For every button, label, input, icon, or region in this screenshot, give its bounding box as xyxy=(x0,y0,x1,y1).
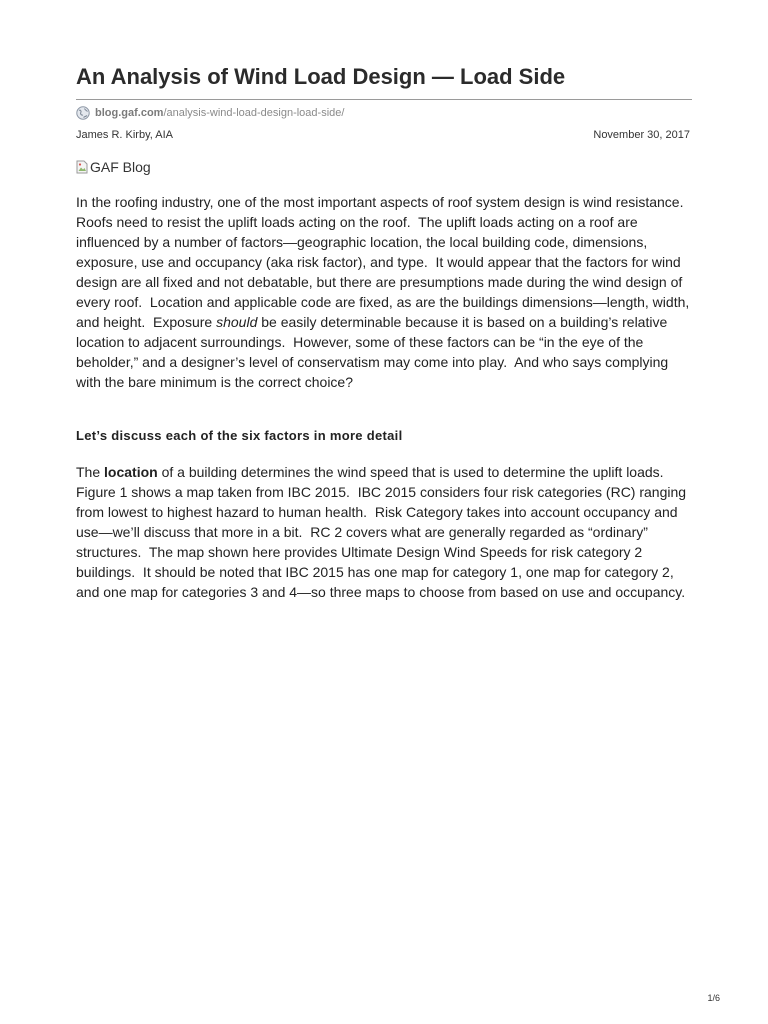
author-name: James R. Kirby, AIA xyxy=(76,129,173,141)
paragraph-text: be easily determinable because it is based on a building’s relative location to adjacent surroundings. However, some of these factors can be “in the eye of the beholder,” and a designer’s level of conservatism may come into play. And who says complying with the bare minimum is the correct choice? xyxy=(76,314,669,390)
source-domain[interactable]: blog.gaf.com xyxy=(95,107,164,119)
intro-paragraph xyxy=(76,192,696,392)
article-title: An Analysis of Wind Load Design — Load Side xyxy=(76,64,566,89)
page-number: 1/6 xyxy=(707,993,720,1003)
article-meta xyxy=(76,129,692,143)
paragraph-text: of a building determines the wind speed that is used to determine the uplift loads. Figure 1 shows a map taken from IBC 2015. IBC 2015 considers four risk categories (RC) ranging from lowest to highest hazard to human health. Risk Category takes into account occupancy and use—we’ll discuss that more in a bit. RC 2 covers what are generally regarded as “ordinary” structures. The map shown here provides Ultimate Design Wind Speeds for risk category 2 buildings. It should be noted that IBC 2015 has one map for category 1, one map for category 2, and one map for categories 3 and 4—so three maps to choose from based on use and occupancy. xyxy=(76,464,687,600)
paragraph-text: The xyxy=(76,464,105,480)
title-divider xyxy=(76,99,692,100)
broken-image-icon xyxy=(76,160,88,174)
paragraph-text: In the roofing industry, one of the most important aspects of roof system design is wind resistance. Roofs need to resist the uplift loads acting on the roof. The uplift loads acting on a roof are influenced by a number of factors—geographic location, the local building code, dimensions, exposure, use and occupancy (aka risk factor), and type. It would appear that the factors for wind design are all fixed and not debatable, but there are presumptions made during the wind design of every roof. Location and applicable code are fixed, as are the buildings dimensions—length, width, and height. Exposure xyxy=(76,194,690,330)
header-image-placeholder xyxy=(76,158,151,176)
image-alt-text: GAF Blog xyxy=(90,159,151,175)
section-heading: Let’s discuss each of the six factors in more detail xyxy=(76,428,403,443)
source-link[interactable] xyxy=(76,105,344,121)
source-path[interactable]: /analysis-wind-load-design-load-side/ xyxy=(163,107,345,119)
bold-term: location xyxy=(104,464,158,480)
emphasis-text: should xyxy=(216,314,258,330)
globe-icon xyxy=(76,106,90,120)
publish-date: November 30, 2017 xyxy=(593,129,690,141)
location-paragraph xyxy=(76,462,696,602)
